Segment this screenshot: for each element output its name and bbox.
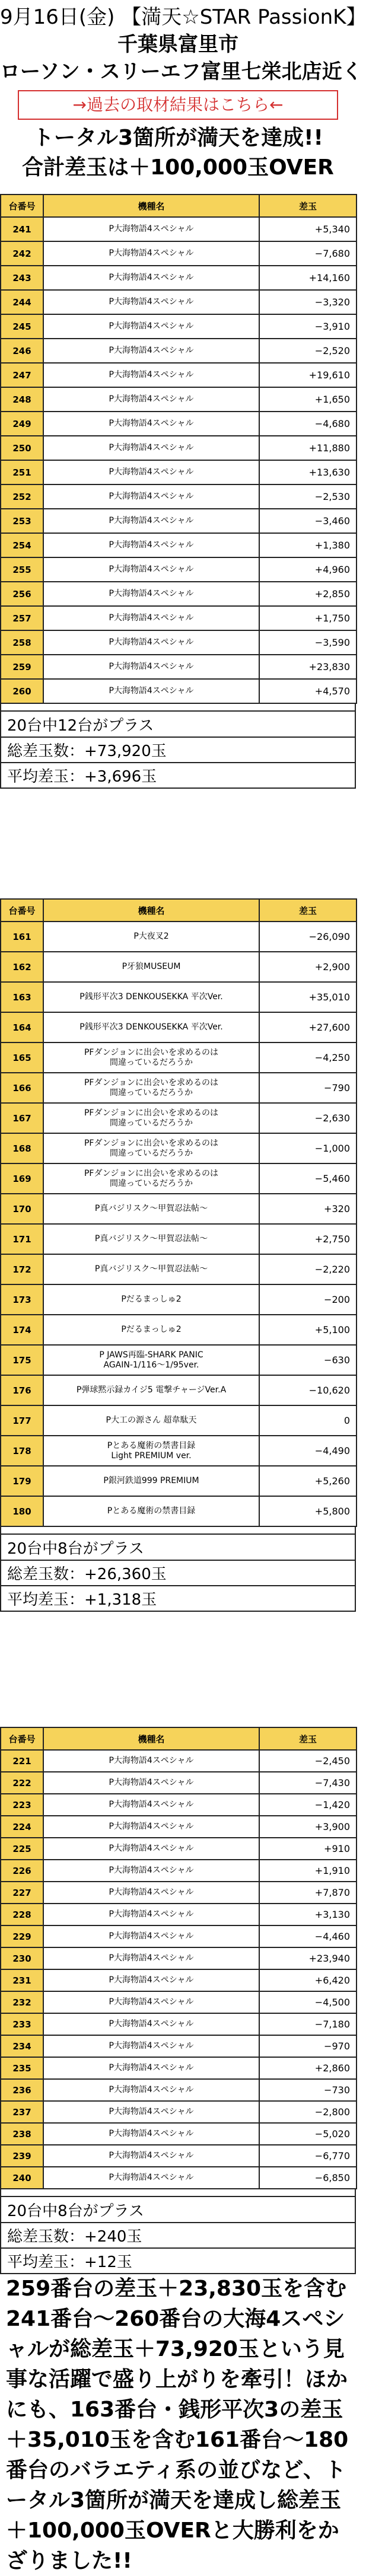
table-row [1,2013,357,2035]
machine-name-cell: P JAWS再臨-SHARK PANIC AGAIN-1/116〜1/95ver. [43,1345,259,1375]
machine-name-cell: P大海物語4スペシャル [43,606,259,630]
table-row [1,1405,357,1436]
table-row [1,1103,357,1133]
machine-name-cell: P大海物語4スペシャル [43,1882,259,1904]
diff-cell: −3,320 [259,290,357,314]
machine-name-cell: P大海物語4スペシャル [43,1750,259,1772]
machine-name-cell: Pとある魔術の禁書目録 [43,1496,259,1526]
machine-number-cell: 176 [1,1375,43,1405]
average-diff: 平均差玉：+1,318玉 [0,1586,356,1612]
diff-cell: +2,850 [259,582,357,606]
table-row [1,1466,357,1496]
machine-name-cell: P大海物語4スペシャル [43,412,259,436]
machine-number-cell: 243 [1,266,43,290]
column-machine-header: 機種名 [43,1727,259,1750]
machine-number-cell: 173 [1,1284,43,1315]
machine-name-cell: P大海物語4スペシャル [43,557,259,582]
diff-cell: −7,430 [259,1772,357,1794]
machine-number-cell: 248 [1,387,43,412]
table-row [1,2101,357,2123]
table-header-row [1,195,357,217]
machine-number-cell: 180 [1,1496,43,1526]
machine-number-cell: 172 [1,1254,43,1284]
diff-cell: +1,910 [259,1860,357,1882]
machine-name-cell: P大海物語4スペシャル [43,484,259,509]
table-row [1,412,357,436]
machine-number-cell: 249 [1,412,43,436]
total-diff: 総差玉数：+73,920玉 [0,738,356,763]
machine-name-cell: PFダンジョンに出会いを求めるのは 間違っているだろうか [43,1103,259,1133]
table-row [1,1345,357,1375]
diff-cell: +11,880 [259,436,357,460]
total-diff: 総差玉数：+240玉 [0,2223,356,2249]
machine-number-cell: 165 [1,1042,43,1073]
table-row [1,339,357,363]
machine-name-cell: P大海物語4スペシャル [43,1904,259,1925]
table-row [1,606,357,630]
diff-cell: −4,680 [259,412,357,436]
machine-number-cell: 258 [1,630,43,655]
diff-cell: −630 [259,1345,357,1375]
machine-name-cell: PFダンジョンに出会いを求めるのは 間違っているだろうか [43,1133,259,1163]
table-row [1,2167,357,2189]
diff-cell: −5,460 [259,1163,357,1194]
diff-cell: −2,520 [259,339,357,363]
diff-cell: −4,460 [259,1925,357,1947]
table-row [1,2079,357,2101]
diff-cell: −2,220 [259,1254,357,1284]
machine-number-cell: 234 [1,2035,43,2057]
machine-name-cell: P大海物語4スペシャル [43,436,259,460]
diff-cell: +4,960 [259,557,357,582]
closing-summary: 259番台の差玉＋23,830玉を含む241番台〜260番台の大海4スペシャルが総差玉＋73,920玉という見事な活躍で盛り上がりを牽引！ほかにも、163番台・銭形平次3の差玉＋35,010玉を含む161番台〜180番台のバラエティ系の並びなど、トータル3箇所が満天を達成し総差玉＋100,000玉OVERと大勝利をかざりました!! [6,2277,349,2573]
table-row [1,1947,357,1969]
table-row [1,557,357,582]
diff-cell: −970 [259,2035,357,2057]
city-label: 千葉県富里市 [117,33,238,56]
machine-number-cell: 253 [1,509,43,533]
diff-cell: +1,650 [259,387,357,412]
machine-name-cell: Pだるまっしゅ2 [43,1315,259,1345]
machine-number-cell: 240 [1,2167,43,2189]
past-results-link[interactable]: →過去の取材結果はこちら← [18,90,338,120]
diff-cell: −3,590 [259,630,357,655]
diff-cell: +2,860 [259,2057,357,2079]
machine-name-cell: P大海物語4スペシャル [43,679,259,703]
table-row [1,484,357,509]
table-row [1,1991,357,2013]
machine-number-cell: 254 [1,533,43,557]
diff-cell: −1,000 [259,1133,357,1163]
table-row [1,1904,357,1925]
machine-number-cell: 225 [1,1838,43,1860]
table-row [1,982,357,1012]
machine-number-cell: 168 [1,1133,43,1163]
column-diff-header: 差玉 [259,195,357,217]
diff-cell: −10,620 [259,1375,357,1405]
machine-name-cell: Pとある魔術の禁書目録 Light PREMIUM ver. [43,1436,259,1466]
machine-number-cell: 179 [1,1466,43,1496]
diff-cell: +320 [259,1194,357,1224]
machine-name-cell: P大海物語4スペシャル [43,387,259,412]
machine-number-cell: 161 [1,922,43,952]
table-row [1,1315,357,1345]
plus-count: 20台中8台がプラス [0,1534,356,1561]
machine-number-cell: 259 [1,655,43,679]
diff-cell: +6,420 [259,1969,357,1991]
table-row [1,1925,357,1947]
machine-number-cell: 239 [1,2145,43,2167]
table-row [1,266,357,290]
machine-name-cell: PFダンジョンに出会いを求めるのは 間違っているだろうか [43,1163,259,1194]
diff-cell: −26,090 [259,922,357,952]
diff-cell: −790 [259,1073,357,1103]
table-row [1,1816,357,1838]
machine-name-cell: P大海物語4スペシャル [43,2145,259,2167]
stats-gap [0,704,356,710]
machine-name-cell: P大海物語4スペシャル [43,630,259,655]
table-row [1,217,357,241]
diff-cell: +910 [259,1838,357,1860]
results-section-1 [0,194,356,789]
machine-name-cell: P大海物語4スペシャル [43,509,259,533]
column-number-header: 台番号 [1,1727,43,1750]
machine-name-cell: P大海物語4スペシャル [43,314,259,339]
machine-number-cell: 230 [1,1947,43,1969]
date-event-title: 9月16日(金) 【満天☆STAR PassionK】 [0,5,366,29]
machine-name-cell: P銭形平次3 DENKOUSEKKA 平次Ver. [43,982,259,1012]
store-location: ローソン・スリーエフ富里七栄北店近く [0,60,362,84]
machine-number-cell: 223 [1,1794,43,1816]
diff-cell: +7,870 [259,1882,357,1904]
machine-number-cell: 260 [1,679,43,703]
table-row [1,2145,357,2167]
table-row [1,1194,357,1224]
table-row [1,1012,357,1042]
machine-number-cell: 170 [1,1194,43,1224]
machine-number-cell: 238 [1,2123,43,2145]
results-table-1 [0,194,357,704]
machine-number-cell: 169 [1,1163,43,1194]
machine-name-cell: P大海物語4スペシャル [43,339,259,363]
diff-cell: −2,800 [259,2101,357,2123]
machine-number-cell: 256 [1,582,43,606]
machine-number-cell: 164 [1,1012,43,1042]
table-row [1,460,357,484]
machine-number-cell: 244 [1,290,43,314]
machine-name-cell: P大海物語4スペシャル [43,1816,259,1838]
machine-number-cell: 242 [1,241,43,266]
diff-cell: +3,130 [259,1904,357,1925]
machine-number-cell: 177 [1,1405,43,1436]
table-row [1,1375,357,1405]
diff-cell: +19,610 [259,363,357,387]
table-row [1,314,357,339]
table-row [1,1772,357,1794]
plus-count: 20台中8台がプラス [0,2196,356,2223]
machine-name-cell: P大海物語4スペシャル [43,1925,259,1947]
table-row [1,679,357,703]
diff-cell: −730 [259,2079,357,2101]
machine-name-cell: PFダンジョンに出会いを求めるのは 間違っているだろうか [43,1073,259,1103]
table-row [1,290,357,314]
machine-name-cell: Pだるまっしゅ2 [43,1284,259,1315]
table-row [1,1254,357,1284]
machine-number-cell: 237 [1,2101,43,2123]
diff-cell: +5,800 [259,1496,357,1526]
column-number-header: 台番号 [1,195,43,217]
stats-gap [0,1527,356,1534]
diff-cell: +5,260 [259,1466,357,1496]
diff-cell: +5,340 [259,217,357,241]
average-diff: 平均差玉：+3,696玉 [0,763,356,789]
diff-cell: −5,020 [259,2123,357,2145]
machine-name-cell: P大海物語4スペシャル [43,2079,259,2101]
machine-name-cell: P大海物語4スペシャル [43,1991,259,2013]
table-row [1,582,357,606]
machine-name-cell: P牙狼MUSEUM [43,952,259,982]
machine-name-cell: P大海物語4スペシャル [43,2035,259,2057]
machine-name-cell: P大海物語4スペシャル [43,241,259,266]
machine-name-cell: P大海物語4スペシャル [43,2101,259,2123]
diff-cell: −1,420 [259,1794,357,1816]
machine-number-cell: 257 [1,606,43,630]
table-row [1,2035,357,2057]
machine-number-cell: 227 [1,1882,43,1904]
machine-number-cell: 166 [1,1073,43,1103]
results-section-3 [0,1727,356,2274]
diff-cell: +5,100 [259,1315,357,1345]
diff-cell: −6,850 [259,2167,357,2189]
column-diff-header: 差玉 [259,899,357,922]
machine-number-cell: 241 [1,217,43,241]
table-row [1,1750,357,1772]
machine-number-cell: 246 [1,339,43,363]
stats-gap [0,2189,356,2196]
machine-number-cell: 226 [1,1860,43,1882]
table-row [1,1133,357,1163]
table-row [1,1284,357,1315]
machine-number-cell: 167 [1,1103,43,1133]
machine-name-cell: P大海物語4スペシャル [43,217,259,241]
diff-cell: +14,160 [259,266,357,290]
diff-cell: 0 [259,1405,357,1436]
machine-name-cell: P大海物語4スペシャル [43,1860,259,1882]
machine-number-cell: 174 [1,1315,43,1345]
diff-cell: −4,490 [259,1436,357,1466]
machine-number-cell: 233 [1,2013,43,2035]
results-table-3 [0,1727,357,2189]
machine-name-cell: P大海物語4スペシャル [43,2057,259,2079]
machine-number-cell: 221 [1,1750,43,1772]
machine-name-cell: P大海物語4スペシャル [43,1969,259,1991]
diff-cell: +35,010 [259,982,357,1012]
diff-cell: −3,910 [259,314,357,339]
machine-number-cell: 224 [1,1816,43,1838]
total-diff: 総差玉数：+26,360玉 [0,1561,356,1586]
diff-cell: −2,530 [259,484,357,509]
machine-name-cell: P弾球黙示録カイジ5 電撃チャージVer.A [43,1375,259,1405]
machine-name-cell: P大海物語4スペシャル [43,2167,259,2189]
table-row [1,436,357,460]
diff-cell: −4,500 [259,1991,357,2013]
table-row [1,1969,357,1991]
machine-name-cell: P大海物語4スペシャル [43,460,259,484]
diff-cell: +27,600 [259,1012,357,1042]
machine-name-cell: P大海物語4スペシャル [43,290,259,314]
machine-name-cell: P大海物語4スペシャル [43,266,259,290]
machine-number-cell: 162 [1,952,43,982]
column-diff-header: 差玉 [259,1727,357,1750]
machine-name-cell: P銭形平次3 DENKOUSEKKA 平次Ver. [43,1012,259,1042]
column-number-header: 台番号 [1,899,43,922]
table-row [1,1163,357,1194]
diff-cell: −4,250 [259,1042,357,1073]
machine-name-cell: P大海物語4スペシャル [43,2013,259,2035]
diff-cell: −6,770 [259,2145,357,2167]
diff-cell: −7,680 [259,241,357,266]
diff-cell: +4,570 [259,679,357,703]
machine-name-cell: P大海物語4スペシャル [43,582,259,606]
table-row [1,2123,357,2145]
table-row [1,952,357,982]
machine-number-cell: 251 [1,460,43,484]
machine-name-cell: P真バジリスク〜甲賀忍法帖〜 [43,1254,259,1284]
table-row [1,363,357,387]
machine-name-cell: P真バジリスク〜甲賀忍法帖〜 [43,1224,259,1254]
machine-number-cell: 228 [1,1904,43,1925]
diff-cell: +2,750 [259,1224,357,1254]
machine-name-cell: P大夜叉2 [43,922,259,952]
machine-number-cell: 252 [1,484,43,509]
machine-number-cell: 171 [1,1224,43,1254]
machine-number-cell: 250 [1,436,43,460]
diff-cell: −2,450 [259,1750,357,1772]
machine-name-cell: P大海物語4スペシャル [43,1794,259,1816]
diff-cell: −3,460 [259,509,357,533]
table-row [1,1224,357,1254]
diff-cell: −200 [259,1284,357,1315]
machine-number-cell: 231 [1,1969,43,1991]
machine-number-cell: 236 [1,2079,43,2101]
machine-number-cell: 235 [1,2057,43,2079]
table-row [1,509,357,533]
table-row [1,2057,357,2079]
machine-number-cell: 245 [1,314,43,339]
table-row [1,922,357,952]
diff-cell: +23,830 [259,655,357,679]
machine-number-cell: 175 [1,1345,43,1375]
machine-number-cell: 232 [1,1991,43,2013]
machine-number-cell: 222 [1,1772,43,1794]
machine-name-cell: P大海物語4スペシャル [43,1838,259,1860]
table-header-row [1,899,357,922]
machine-name-cell: P大海物語4スペシャル [43,363,259,387]
diff-cell: +23,940 [259,1947,357,1969]
machine-name-cell: P真バジリスク〜甲賀忍法帖〜 [43,1194,259,1224]
diff-cell: +3,900 [259,1816,357,1838]
machine-number-cell: 229 [1,1925,43,1947]
plus-count: 20台中12台がプラス [0,710,356,738]
diff-cell: +13,630 [259,460,357,484]
machine-number-cell: 163 [1,982,43,1012]
table-row [1,1860,357,1882]
machine-number-cell: 247 [1,363,43,387]
table-row [1,655,357,679]
machine-name-cell: PFダンジョンに出会いを求めるのは 間違っているだろうか [43,1042,259,1073]
diff-cell: −7,180 [259,2013,357,2035]
diff-cell: +2,900 [259,952,357,982]
table-row [1,1436,357,1466]
diff-cell: +1,380 [259,533,357,557]
table-row [1,1042,357,1073]
summary-total: 合計差玉は＋100,000玉OVER [22,155,334,180]
report-header [0,0,366,183]
machine-name-cell: P大海物語4スペシャル [43,1772,259,1794]
machine-name-cell: P銀河鉄道999 PREMIUM [43,1466,259,1496]
table-row [1,241,357,266]
table-row [1,1794,357,1816]
machine-name-cell: P大海物語4スペシャル [43,2123,259,2145]
table-row [1,533,357,557]
diff-cell: −2,630 [259,1103,357,1133]
machine-name-cell: P大海物語4スペシャル [43,533,259,557]
machine-name-cell: P大海物語4スペシャル [43,1947,259,1969]
table-row [1,1882,357,1904]
machine-name-cell: P大工の源さん 超韋駄天 [43,1405,259,1436]
table-row [1,1838,357,1860]
machine-number-cell: 255 [1,557,43,582]
average-diff: 平均差玉：+12玉 [0,2249,356,2274]
summary-headline: トータル3箇所が満天を達成!! [33,126,323,150]
table-row [1,1496,357,1526]
table-row [1,630,357,655]
table-row [1,387,357,412]
column-machine-header: 機種名 [43,899,259,922]
column-machine-header: 機種名 [43,195,259,217]
results-table-2 [0,898,357,1527]
table-header-row [1,1727,357,1750]
table-row [1,1073,357,1103]
machine-name-cell: P大海物語4スペシャル [43,655,259,679]
machine-number-cell: 178 [1,1436,43,1466]
diff-cell: +1,750 [259,606,357,630]
results-section-2 [0,898,356,1612]
